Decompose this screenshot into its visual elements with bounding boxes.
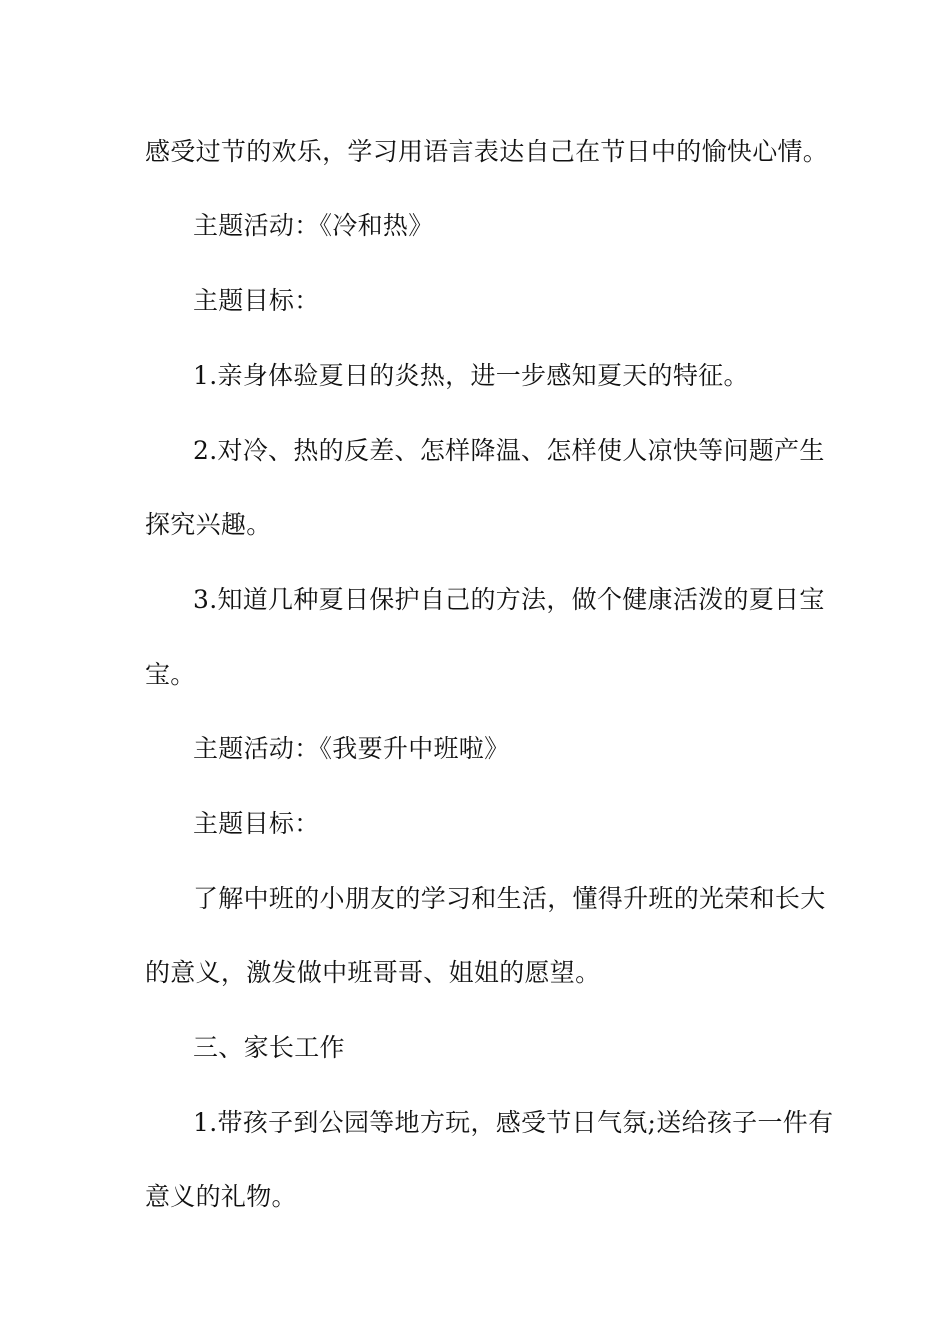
section-heading: 三、家长工作: [193, 1033, 345, 1062]
paragraph-line: 意义的礼物。: [145, 1182, 297, 1211]
list-item: 1.带孩子到公园等地方玩，感受节日气氛;送给孩子一件有: [193, 1108, 834, 1137]
paragraph-line: 探究兴趣。: [145, 510, 272, 539]
list-item: 2.对冷、热的反差、怎样降温、怎样使人凉快等问题产生: [193, 436, 825, 465]
paragraph-line: 感受过节的欢乐，学习用语言表达自己在节日中的愉快心情。: [145, 137, 829, 166]
list-item: 1.亲身体验夏日的炎热，进一步感知夏天的特征。: [193, 361, 749, 390]
subheading: 主题目标：: [193, 286, 320, 315]
paragraph-line: 宝。: [145, 660, 196, 689]
list-item: 3.知道几种夏日保护自己的方法，做个健康活泼的夏日宝: [193, 585, 825, 614]
section-heading: 主题活动：《我要升中班啦》: [193, 734, 510, 763]
paragraph-line: 了解中班的小朋友的学习和生活，懂得升班的光荣和长大: [193, 884, 826, 913]
subheading: 主题目标：: [193, 809, 320, 838]
paragraph-line: 的意义，激发做中班哥哥、姐姐的愿望。: [145, 958, 601, 987]
section-heading: 主题活动：《冷和热》: [193, 211, 434, 240]
